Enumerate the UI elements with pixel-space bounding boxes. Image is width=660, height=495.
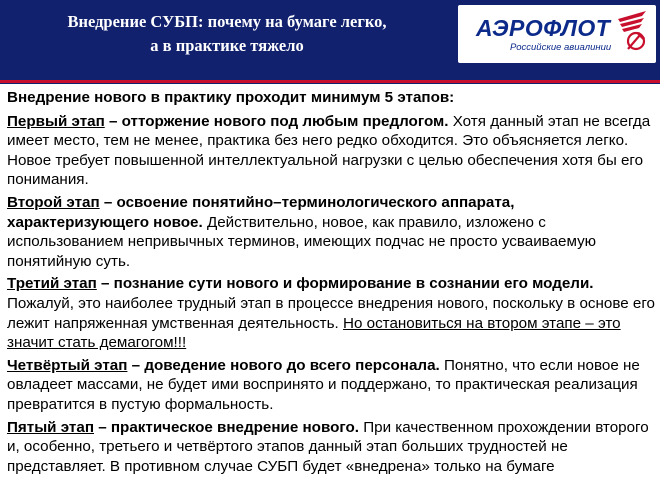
stage-3-emphasis: Но остановиться на втором этапе – это значит стать демагогом!!! [7,314,621,352]
stage-1-paragraph [7,112,657,190]
winged-hammer-sickle-icon [616,9,652,57]
stage-4-body: Понятно, что если новое не овладеет массами, не будет ими воспринято и поддержано, то практическая реализация превратится в пустую формальность. [7,356,640,413]
intro-text: Внедрение нового в практику проходит минимум 5 этапов: [7,89,455,106]
slide-header [0,0,660,80]
stage-4-label: Четвёртый этап [7,356,128,374]
stage-5-label: Пятый этап [7,418,94,436]
stage-3-label: Третий этап [7,275,97,293]
stage-3-paragraph [7,274,657,352]
slide-body [7,88,657,479]
stage-1-body: Хотя данный этап не всегда имеет место, тем не менее, практика без него редко обходится. Это объясняется легко. Новое требует повышенной интеллектуальной нагрузки с целью обеспечения хотя бы его понимания. [7,112,651,189]
aeroflot-logo [458,5,656,63]
slide-title [12,10,442,58]
stage-2-label: Второй этап [7,193,100,211]
stage-5-body: При качественном прохождении второго и, особенно, третьего и четвёртого этапов данный этап больших трудностей не представляет. В противном случае СУБП будет «внедрена» только на бумаге [7,418,649,475]
stage-4-heading: – доведение нового до всего персонала. [127,356,440,374]
header-divider [0,83,660,84]
stage-2-heading: – освоение понятийно–терминологического аппарата, характеризующего новое. [7,193,515,231]
stage-1-label: Первый этап [7,112,105,130]
slide-title-line-1: Внедрение СУБП: почему на бумаге легко, [67,12,387,31]
logo-tagline: Российские авиалинии [510,42,612,53]
stage-3-heading: – познание сути нового и формирование в сознании его модели. [96,275,594,293]
stage-5-paragraph [7,418,657,477]
stage-5-heading: – практическое внедрение нового. [94,418,359,436]
slide-title-line-2: а в практике тяжело [150,36,304,55]
stage-4-paragraph [7,356,657,415]
logo-wordmark: АЭРОФЛОТ [476,15,611,41]
stage-2-body: Действительно, новое, как правило, изложено с использованием непривычных терминов, имеющих подчас не просто усваиваемую понятийную суть. [7,213,597,270]
stage-2-paragraph [7,193,657,271]
stage-3-body: Пожалуй, это наиболее трудный этап в процессе внедрения нового, поскольку в основе его лежит напряженная умственная деятельность. [7,294,655,332]
stage-1-heading: – отторжение нового под любым предлогом. [104,112,449,130]
